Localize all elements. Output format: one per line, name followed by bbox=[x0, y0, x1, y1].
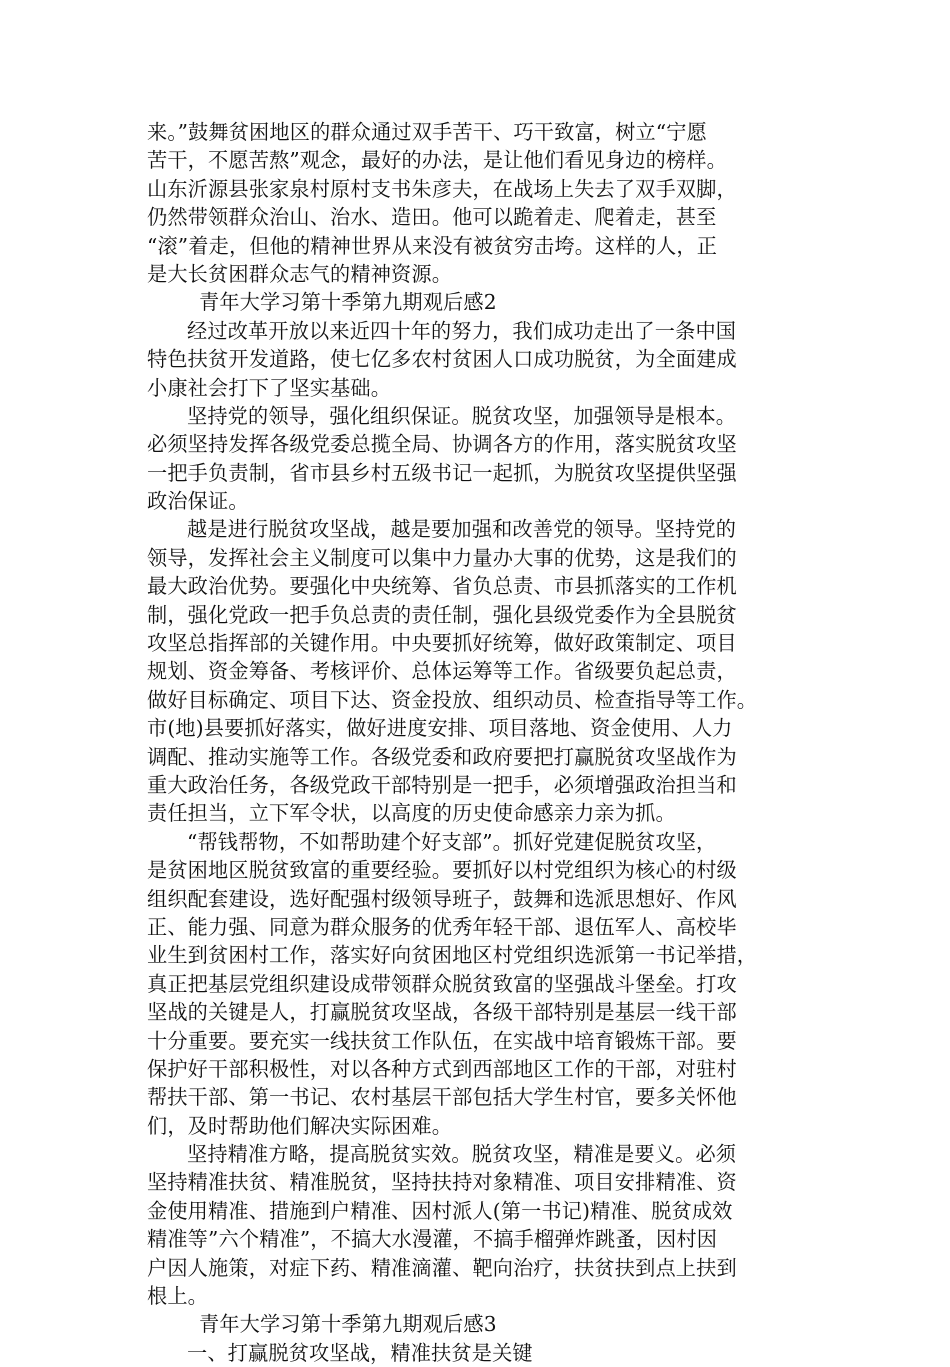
text-line: 十分重要。要充实一线扶贫工作队伍，在实战中培育锻炼干部。要 bbox=[147, 1028, 737, 1053]
text-line: 组织配套建设，选好配强村级领导班子，鼓舞和选派思想好、作风 bbox=[147, 886, 737, 911]
text-line: 山东沂源县张家泉村原村支书朱彦夫，在战场上失去了双手双脚， bbox=[147, 176, 737, 201]
text-line: 坚持精准扶贫、精准脱贫，坚持扶持对象精准、项目安排精准、资 bbox=[147, 1170, 737, 1195]
text-line: 最大政治优势。要强化中央统筹、省负总责、市县抓落实的工作机 bbox=[147, 574, 737, 599]
text-line: 一把手负责制，省市县乡村五级书记一起抓，为脱贫攻坚提供坚强 bbox=[147, 460, 737, 485]
text-line: 调配、推动实施等工作。各级党委和政府要把打赢脱贫攻坚战作为 bbox=[147, 744, 737, 769]
text-line: 真正把基层党组织建设成带领群众脱贫致富的坚强战斗堡垒。打攻 bbox=[147, 971, 737, 996]
document-page bbox=[147, 118, 812, 1367]
text-line: 做好目标确定、项目下达、资金投放、组织动员、检查指导等工作。 bbox=[147, 687, 758, 712]
text-line: 苦干，不愿苦熬”观念，最好的办法，是让他们看见身边的榜样。 bbox=[147, 148, 727, 173]
text-line: 责任担当，立下军令状，以高度的历史使命感亲力亲为抓。 bbox=[147, 801, 676, 826]
text-line: 来。”鼓舞贫困地区的群众通过双手苦干、巧干致富，树立“宁愿 bbox=[147, 120, 707, 144]
text-line: 领导，发挥社会主义制度可以集中力量办大事的优势，这是我们的 bbox=[147, 545, 737, 570]
text-line: 小康社会打下了坚实基础。 bbox=[147, 375, 392, 400]
text-line: 市(地)县要抓好落实，做好进度安排、项目落地、资金使用、人力 bbox=[147, 716, 733, 741]
text-line: 是大长贫困群众志气的精神资源。 bbox=[147, 261, 453, 286]
text-line: 仍然带领群众治山、治水、造田。他可以跪着走、爬着走，甚至 bbox=[147, 205, 717, 230]
text-line: 是贫困地区脱贫致富的重要经验。要抓好以村党组织为核心的村级 bbox=[147, 858, 737, 883]
text-line: 帮扶干部、第一书记、农村基层干部包括大学生村官，要多关怀他 bbox=[147, 1085, 737, 1110]
text-line: 制，强化党政一把手负总责的责任制，强化县级党委作为全县脱贫 bbox=[147, 602, 737, 627]
paragraph-first-line: 坚持精准方略，提高脱贫实效。脱贫攻坚，精准是要义。必须 bbox=[187, 1142, 737, 1167]
text-line: 规划、资金筹备、考核评价、总体运筹等工作。省级要负起总责， bbox=[147, 659, 737, 684]
paragraph-first-line: 越是进行脱贫攻坚战，越是要加强和改善党的领导。坚持党的 bbox=[187, 517, 737, 542]
text-line: 必须坚持发挥各级党委总揽全局、协调各方的作用，落实脱贫攻坚 bbox=[147, 432, 737, 457]
text-line: 金使用精准、措施到户精准、因村派人(第一书记)精准、脱贫成效 bbox=[147, 1198, 733, 1223]
text-line: 坚战的关键是人，打赢脱贫攻坚战，各级干部特别是基层一线干部 bbox=[147, 1000, 737, 1025]
text-line: 精准等”六个精准”，不搞大水漫灌，不搞手榴弹炸跳蚤，因村因 bbox=[147, 1227, 718, 1252]
text-line: 攻坚总指挥部的关键作用。中央要抓好统筹，做好政策制定、项目 bbox=[147, 631, 737, 656]
section-heading: 青年大学习第十季第九期观后感2 bbox=[199, 290, 497, 315]
text-line: 根上。 bbox=[147, 1284, 209, 1309]
text-line: “滚”着走，但他的精神世界从来没有被贫穷击垮。这样的人，正 bbox=[147, 233, 718, 258]
text-line: 们，及时帮助他们解决实际困难。 bbox=[147, 1113, 453, 1138]
paragraph-first-line: “帮钱帮物，不如帮助建个好支部”。抓好党建促脱贫攻坚， bbox=[187, 829, 717, 854]
paragraph-first-line: 坚持党的领导，强化组织保证。脱贫攻坚，加强领导是根本。 bbox=[187, 403, 737, 428]
paragraph-first-line: 经过改革开放以来近四十年的努力，我们成功走出了一条中国 bbox=[187, 318, 737, 343]
text-line: 政治保证。 bbox=[147, 489, 249, 514]
text-line: 户因人施策，对症下药、精准滴灌、靶向治疗，扶贫扶到点上扶到 bbox=[147, 1255, 737, 1280]
text-line: 业生到贫困村工作，落实好向贫困地区村党组织选派第一书记举措， bbox=[147, 943, 758, 968]
text-line: 保护好干部积极性，对以各种方式到西部地区工作的干部，对驻村 bbox=[147, 1056, 737, 1081]
text-line: 重大政治任务，各级党政干部特别是一把手，必须增强政治担当和 bbox=[147, 772, 737, 797]
text-line: 特色扶贫开发道路，使七亿多农村贫困人口成功脱贫，为全面建成 bbox=[147, 347, 737, 372]
section-heading: 青年大学习第十季第九期观后感3 bbox=[199, 1312, 497, 1337]
text-line: 正、能力强、同意为群众服务的优秀年轻干部、退伍军人、高校毕 bbox=[147, 914, 737, 939]
paragraph-first-line: 一、打赢脱贫攻坚战，精准扶贫是关键 bbox=[187, 1340, 533, 1365]
